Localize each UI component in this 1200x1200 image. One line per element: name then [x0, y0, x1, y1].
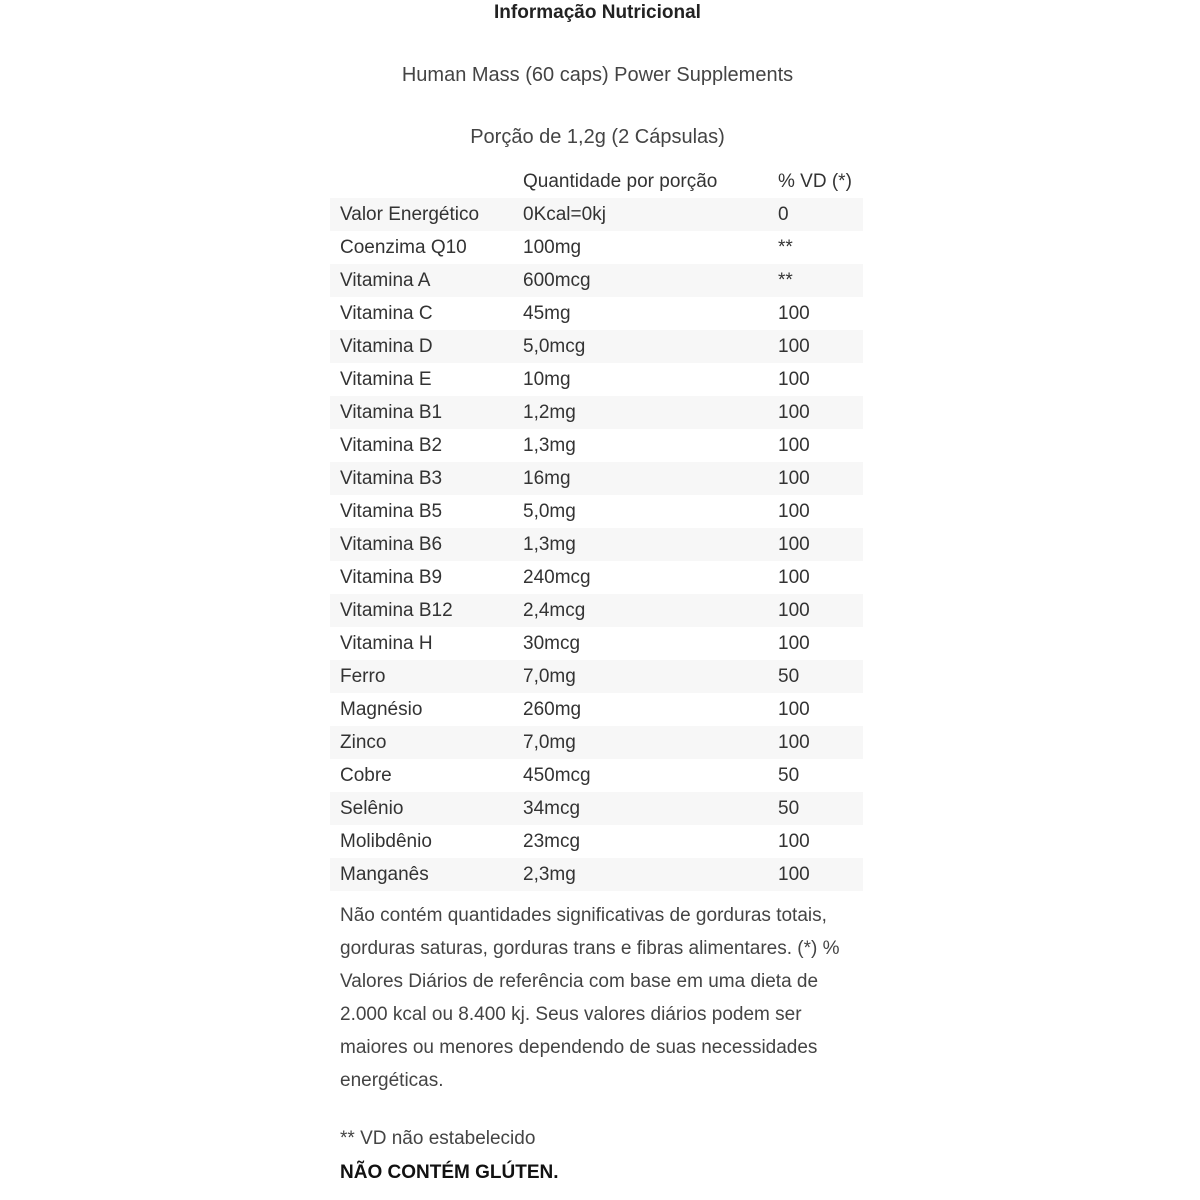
table-row: [330, 858, 863, 891]
nutrient-daily-value: 100: [778, 434, 810, 456]
nutrient-quantity: 260mg: [523, 698, 582, 720]
nutrient-quantity: 5,0mg: [523, 500, 576, 522]
nutrient-quantity: 100mg: [523, 236, 582, 258]
nutrient-daily-value: 100: [778, 368, 810, 390]
nutrient-name: Selênio: [340, 797, 404, 819]
nutrient-name: Vitamina C: [340, 302, 433, 324]
nutrient-quantity: 1,2mg: [523, 401, 576, 423]
nutrient-name: Vitamina B1: [340, 401, 443, 423]
table-header-row: [330, 165, 863, 198]
nutrient-quantity: 23mcg: [523, 830, 581, 852]
nutrient-quantity: 45mg: [523, 302, 571, 324]
nutrient-name: Molibdênio: [340, 830, 432, 852]
table-row: [330, 363, 863, 396]
nutrient-quantity: 16mg: [523, 467, 571, 489]
nutrient-quantity: 1,3mg: [523, 434, 576, 456]
nutrient-name: Ferro: [340, 665, 386, 687]
gluten-warning: NÃO CONTÉM GLÚTEN.: [340, 1162, 559, 1183]
nutrition-table: [330, 165, 863, 891]
header-quantity: Quantidade por porção: [523, 170, 718, 192]
nutrient-name: Vitamina E: [340, 368, 432, 390]
nutrient-quantity: 30mcg: [523, 632, 581, 654]
nutrient-name: Zinco: [340, 731, 387, 753]
page-title: Informação Nutricional: [494, 2, 701, 23]
table-row: [330, 792, 863, 825]
table-row: [330, 594, 863, 627]
nutrient-daily-value: 50: [778, 797, 800, 819]
nutrient-name: Vitamina B3: [340, 467, 443, 489]
nutrient-quantity: 600mcg: [523, 269, 591, 291]
nutrient-name: Vitamina B2: [340, 434, 443, 456]
table-row: [330, 759, 863, 792]
nutrient-name: Vitamina B9: [340, 566, 443, 588]
nutrient-quantity: 240mcg: [523, 566, 591, 588]
nutrient-quantity: 2,3mg: [523, 863, 576, 885]
nutrition-table-body: [330, 198, 863, 891]
table-row: [330, 198, 863, 231]
nutrient-name: Vitamina B12: [340, 599, 453, 621]
nutrient-quantity: 34mcg: [523, 797, 581, 819]
nutrient-quantity: 2,4mcg: [523, 599, 586, 621]
header-daily-value: % VD (*): [778, 170, 852, 192]
nutrient-daily-value: **: [778, 269, 793, 291]
table-row: [330, 693, 863, 726]
nutrient-quantity: 5,0mcg: [523, 335, 586, 357]
table-row: [330, 396, 863, 429]
nutrient-quantity: 10mg: [523, 368, 571, 390]
nutrient-name: Manganês: [340, 863, 429, 885]
nutrient-quantity: 7,0mg: [523, 731, 576, 753]
nutrient-name: Cobre: [340, 764, 392, 786]
nutrient-quantity: 1,3mg: [523, 533, 576, 555]
nutrient-name: Vitamina D: [340, 335, 433, 357]
header-nutrient: [330, 165, 513, 198]
nutrient-name: Coenzima Q10: [340, 236, 467, 258]
table-row: [330, 330, 863, 363]
nutrient-daily-value: 100: [778, 335, 810, 357]
table-row: [330, 660, 863, 693]
nutrient-daily-value: 100: [778, 731, 810, 753]
nutrition-notes: Não contém quantidades significativas de gorduras totais, gorduras saturas, gorduras trans e fibras alimentares. (*) % Valores Diários de referência com base em uma dieta de 2.000 kcal ou 8.400 kj. Seus valores diários podem ser maiores ou menores dependendo de suas necessidades energéticas.: [340, 905, 840, 1091]
nutrient-daily-value: 100: [778, 566, 810, 588]
nutrient-daily-value: 100: [778, 863, 810, 885]
table-row: [330, 825, 863, 858]
portion-size: Porção de 1,2g (2 Cápsulas): [470, 126, 725, 148]
nutrient-daily-value: 50: [778, 764, 800, 786]
nutrient-daily-value: 100: [778, 467, 810, 489]
nutrient-daily-value: 0: [778, 203, 789, 225]
table-row: [330, 429, 863, 462]
nutrient-daily-value: 100: [778, 632, 810, 654]
nutrient-daily-value: 100: [778, 533, 810, 555]
nutrient-name: Vitamina A: [340, 269, 431, 291]
nutrient-daily-value: 100: [778, 830, 810, 852]
nutrient-quantity: 7,0mg: [523, 665, 576, 687]
table-row: [330, 726, 863, 759]
table-row: [330, 627, 863, 660]
nutrient-name: Vitamina H: [340, 632, 433, 654]
product-name: Human Mass (60 caps) Power Supplements: [401, 64, 794, 86]
table-row: [330, 231, 863, 264]
nutrient-name: Vitamina B6: [340, 533, 443, 555]
nutrient-daily-value: **: [778, 236, 793, 258]
vd-footnote: ** VD não estabelecido: [340, 1128, 536, 1149]
table-row: [330, 495, 863, 528]
nutrient-quantity: 450mcg: [523, 764, 591, 786]
nutrient-quantity: 0Kcal=0kj: [523, 203, 606, 225]
nutrition-page: [330, 0, 865, 1200]
nutrient-daily-value: 100: [778, 401, 810, 423]
table-row: [330, 561, 863, 594]
nutrient-daily-value: 100: [778, 599, 810, 621]
nutrient-name: Magnésio: [340, 698, 423, 720]
nutrient-daily-value: 100: [778, 698, 810, 720]
nutrient-daily-value: 100: [778, 500, 810, 522]
table-row: [330, 528, 863, 561]
nutrient-daily-value: 50: [778, 665, 800, 687]
nutrient-name: Valor Energético: [340, 203, 480, 225]
nutrient-daily-value: 100: [778, 302, 810, 324]
nutrient-name: Vitamina B5: [340, 500, 443, 522]
table-row: [330, 297, 863, 330]
table-row: [330, 264, 863, 297]
table-row: [330, 462, 863, 495]
